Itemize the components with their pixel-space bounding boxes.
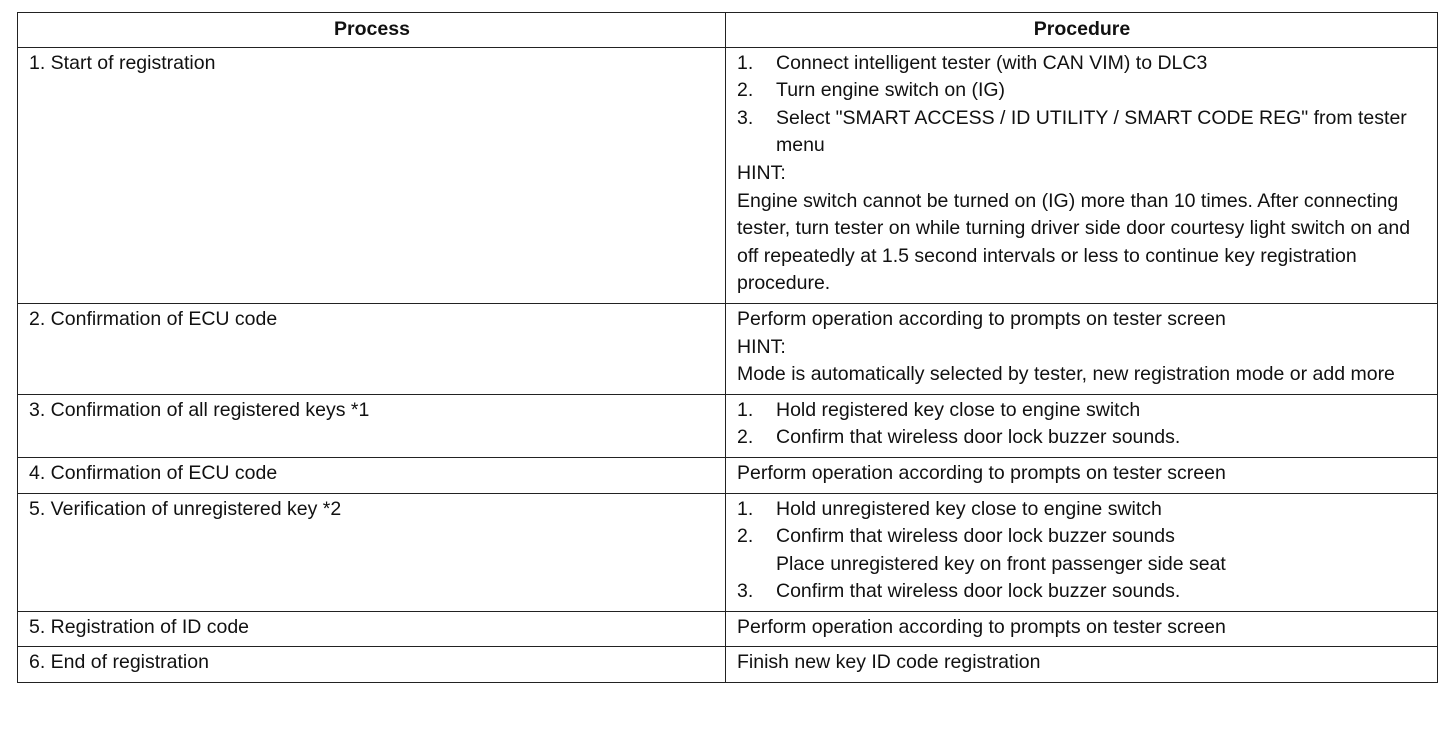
table-row (18, 303, 1438, 394)
procedure-text: Perform operation according to prompts on tester screen (737, 307, 1226, 330)
step-text: Hold registered key close to engine switch (776, 398, 1141, 421)
step-number: 2. (737, 426, 754, 449)
step-number: 1. (737, 398, 754, 421)
procedure-cell (726, 47, 1438, 303)
step-number: 1. (737, 497, 754, 520)
hint-text: Mode is automatically selected by tester, new registration mode or add more (737, 363, 1395, 386)
step-number: 2. (737, 79, 754, 102)
process-cell: 6. End of registration (18, 647, 726, 683)
procedure-step (737, 496, 1427, 524)
procedure-step (737, 397, 1427, 425)
procedure-cell (726, 493, 1438, 611)
procedure-column-header: Procedure (726, 13, 1438, 48)
table-row (18, 493, 1438, 611)
process-cell: 5. Verification of unregistered key *2 (18, 493, 726, 611)
procedure-step (737, 578, 1427, 606)
step-text: Confirm that wireless door lock buzzer sounds. (776, 426, 1181, 449)
step-text: Turn engine switch on (IG) (776, 79, 1006, 102)
procedure-table (17, 12, 1438, 683)
process-cell: 4. Confirmation of ECU code (18, 457, 726, 493)
procedure-cell: Finish new key ID code registration (726, 647, 1438, 683)
procedure-cell (726, 303, 1438, 394)
procedure-step (737, 523, 1427, 551)
step-text: Select "SMART ACCESS / ID UTILITY / SMART CODE REG" from tester menu (776, 106, 1407, 157)
procedure-step (737, 50, 1427, 78)
procedure-step (737, 77, 1427, 105)
step-number: 2. (737, 525, 754, 548)
hint-text: Engine switch cannot be turned on (IG) more than 10 times. After connecting tester, turn tester on while turning driver side door courtesy light switch on and off repeatedly at 1.5 second intervals or less to continue key registration procedure. (737, 189, 1411, 295)
process-column-header: Process (18, 13, 726, 48)
procedure-step (737, 424, 1427, 452)
table-row (18, 647, 1438, 683)
process-cell: 1. Start of registration (18, 47, 726, 303)
procedure-step (737, 105, 1427, 160)
procedure-cell (726, 394, 1438, 457)
process-cell: 2. Confirmation of ECU code (18, 303, 726, 394)
hint-label: HINT: (737, 335, 786, 358)
step-text: Confirm that wireless door lock buzzer sounds (776, 525, 1175, 548)
procedure-cell: Perform operation according to prompts on tester screen (726, 611, 1438, 647)
procedure-cell: Perform operation according to prompts on tester screen (726, 457, 1438, 493)
step-number: 3. (737, 580, 754, 603)
table-header-row (18, 13, 1438, 48)
procedure-extra-line: Place unregistered key on front passenger side seat (776, 552, 1226, 575)
table-row (18, 394, 1438, 457)
step-number: 3. (737, 106, 754, 129)
step-text: Hold unregistered key close to engine switch (776, 497, 1162, 520)
table-row (18, 47, 1438, 303)
step-text: Connect intelligent tester (with CAN VIM) to DLC3 (776, 51, 1208, 74)
hint-label: HINT: (737, 161, 786, 184)
table-row (18, 457, 1438, 493)
step-text: Confirm that wireless door lock buzzer sounds. (776, 580, 1181, 603)
process-cell: 5. Registration of ID code (18, 611, 726, 647)
table-row (18, 611, 1438, 647)
process-cell: 3. Confirmation of all registered keys *1 (18, 394, 726, 457)
step-number: 1. (737, 51, 754, 74)
